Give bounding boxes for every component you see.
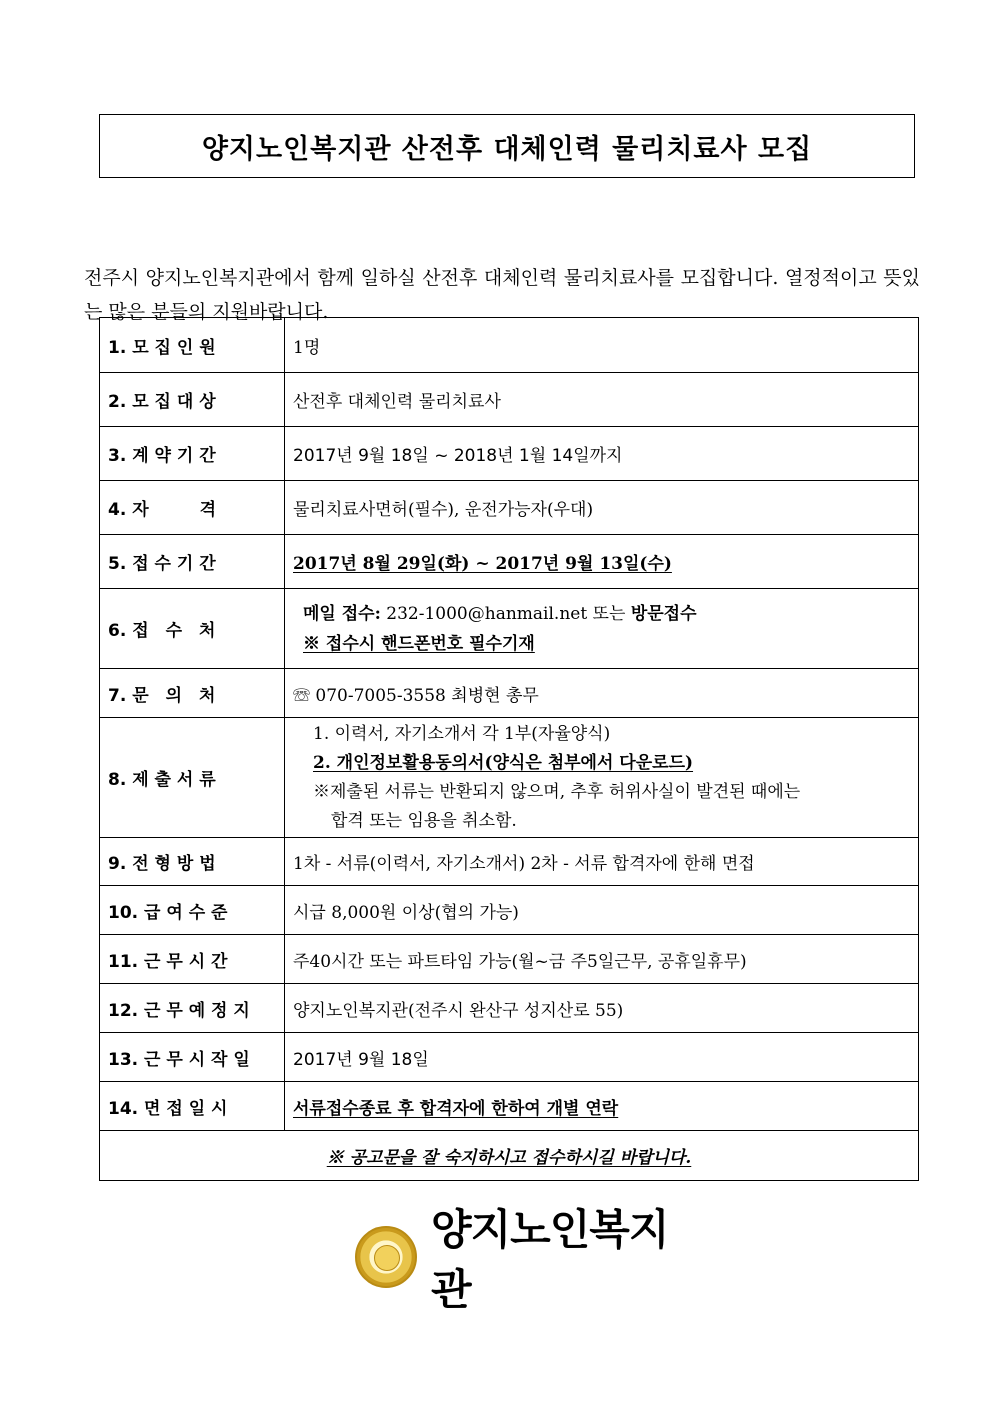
title-box <box>99 114 915 178</box>
row-label: 4. 자 격 <box>100 481 285 535</box>
table-row <box>100 886 919 935</box>
table-row <box>100 427 919 481</box>
row-value <box>285 718 919 838</box>
row-value <box>285 589 919 669</box>
footer-notice-text: ※ 공고문을 잘 숙지하시고 접수하시길 바랍니다. <box>326 1148 692 1168</box>
row-value: 물리치료사면허(필수), 운전가능자(우대) <box>285 481 919 535</box>
row-label: 14. 면 접 일 시 <box>100 1082 285 1131</box>
table-row <box>100 589 919 669</box>
table-row <box>100 669 919 718</box>
logo-text: 양지노인복지관 <box>431 1205 669 1314</box>
row-label: 2. 모 집 대 상 <box>100 373 285 427</box>
table-row <box>100 935 919 984</box>
application-period: 2017년 8월 29일(화) ~ 2017년 9월 13일(수) <box>285 535 919 589</box>
table-row <box>100 1033 919 1082</box>
row-value: 2017년 9월 18일 ~ 2018년 1월 14일까지 <box>285 427 919 481</box>
row-label: 8. 제 출 서 류 <box>100 718 285 838</box>
footer-notice <box>100 1131 919 1181</box>
row-value: 1차 - 서류(이력서, 자기소개서) 2차 - 서류 합격자에 한해 면접 <box>285 838 919 886</box>
row-label: 6. 접 수 처 <box>100 589 285 669</box>
interview-schedule: 서류접수종료 후 합격자에 한하여 개별 연락 <box>285 1082 919 1131</box>
row-label: 12. 근 무 예 정 지 <box>100 984 285 1033</box>
row-label: 11. 근 무 시 간 <box>100 935 285 984</box>
contact-value: ☏ 070-7005-3558 최병현 총무 <box>285 669 919 718</box>
table-row <box>100 535 919 589</box>
table-row <box>100 481 919 535</box>
row-value: 시급 8,000원 이상(협의 가능) <box>285 886 919 935</box>
table-row <box>100 718 919 838</box>
email-prefix: 메일 접수: <box>303 603 381 624</box>
row-value: 양지노인복지관(전주시 완산구 성지산로 55) <box>285 984 919 1033</box>
document-item: 1. 이력서, 자기소개서 각 1부(자율양식) <box>313 723 611 744</box>
table-row <box>100 1131 919 1181</box>
row-value: 산전후 대체인력 물리치료사 <box>285 373 919 427</box>
row-value: 1명 <box>285 318 919 373</box>
phone-required-note: ※ 접수시 핸드폰번호 필수기재 <box>303 633 535 654</box>
email-address: 232-1000@hanmail.net 또는 <box>380 603 631 624</box>
row-label: 3. 계 약 기 간 <box>100 427 285 481</box>
email-line <box>303 599 910 629</box>
row-label: 13. 근 무 시 작 일 <box>100 1033 285 1082</box>
page-title: 양지노인복지관 산전후 대체인력 물리치료사 모집 <box>201 133 813 165</box>
document-item: 2. 개인정보활용동의서(양식은 첨부에서 다운로드) <box>313 752 694 773</box>
seal-emblem-icon <box>355 1226 417 1288</box>
row-label: 10. 급 여 수 준 <box>100 886 285 935</box>
table-row <box>100 838 919 886</box>
document-note: 합격 또는 임용을 취소함. <box>331 810 517 831</box>
organization-logo <box>355 1205 675 1314</box>
recruitment-table <box>99 317 919 1181</box>
row-label: 7. 문 의 처 <box>100 669 285 718</box>
row-value: 주40시간 또는 파트타임 가능(월~금 주5일근무, 공휴일휴무) <box>285 935 919 984</box>
intro-paragraph: 전주시 양지노인복지관에서 함께 일하실 산전후 대체인력 물리치료사를 모집합니다. 열정적이고 뜻있는 많은 분들의 지원바랍니다. <box>84 267 920 323</box>
table-row <box>100 373 919 427</box>
table-row <box>100 984 919 1033</box>
document-note: ※제출된 서류는 반환되지 않으며, 추후 허위사실이 발견된 때에는 <box>313 781 801 802</box>
table-row <box>100 318 919 373</box>
visit-submission: 방문접수 <box>630 603 697 624</box>
row-label: 1. 모 집 인 원 <box>100 318 285 373</box>
row-label: 5. 접 수 기 간 <box>100 535 285 589</box>
row-label: 9. 전 형 방 법 <box>100 838 285 886</box>
row-value: 2017년 9월 18일 <box>285 1033 919 1082</box>
table-row <box>100 1082 919 1131</box>
